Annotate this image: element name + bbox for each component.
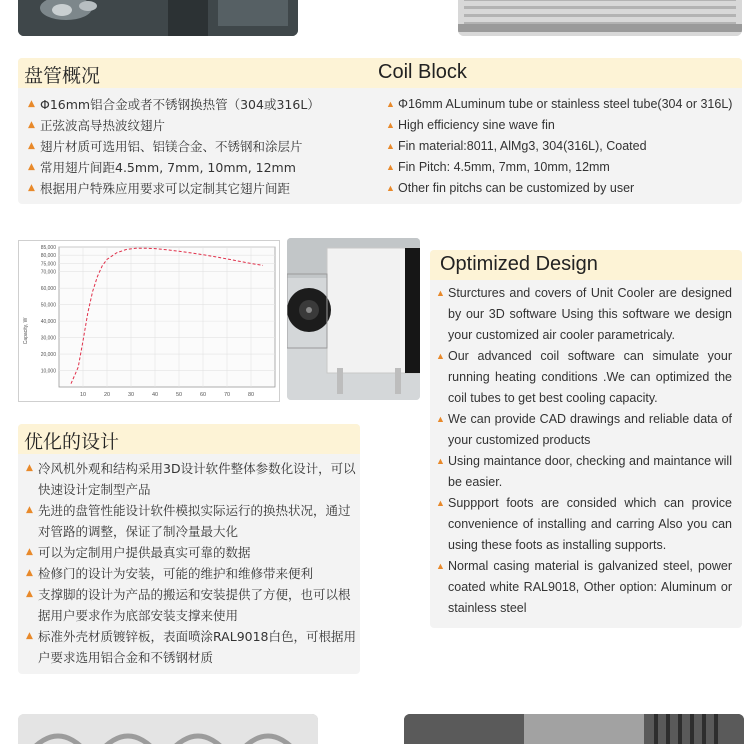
list-item: ▲ 翅片材质可选用铝、铝镁合金、不锈钢和涂层片 (26, 136, 320, 157)
bullet-triangle-icon: ▲ (26, 463, 33, 473)
optimized-design-list-cn (24, 458, 356, 668)
chart-y-tick-label: 80,000 (40, 253, 56, 260)
bullet-triangle-icon: ▲ (26, 547, 33, 557)
list-item: ▲ High efficiency sine wave fin (384, 115, 732, 136)
coil-block-list-en (384, 94, 732, 199)
chart-y-tick-label: 40,000 (40, 319, 56, 326)
bullet-triangle-icon: ▲ (28, 99, 35, 109)
bullet-triangle-icon: ▲ (28, 162, 35, 172)
bullet-triangle-icon: ▲ (386, 120, 395, 130)
bullet-triangle-icon: ▲ (26, 631, 33, 641)
list-item: ▲ 可以为定制用户提供最真实可靠的数据 (24, 542, 356, 563)
chart-ylabel: Capacity, W (23, 317, 29, 345)
optimized-design-header-en (430, 250, 742, 280)
chart-y-tick-label: 50,000 (40, 302, 56, 309)
list-item: ▲ 支撑脚的设计为产品的搬运和安装提供了方便，也可以根据用户要求作为底部安装支撑来使用 (24, 584, 356, 626)
chart-y-tick-label: 10,000 (40, 368, 56, 375)
optimized-design-panel-cn (18, 424, 360, 674)
bullet-triangle-icon: ▲ (436, 414, 445, 424)
coil-block-header (18, 58, 742, 88)
bullet-triangle-icon: ▲ (28, 183, 35, 193)
bullet-triangle-icon: ▲ (26, 568, 33, 578)
list-item: ▲ Φ16mm铝合金或者不锈钢换热管（304或316L） (26, 94, 320, 115)
coil-block-title-en: Coil Block (378, 61, 467, 83)
chart-plot-area (59, 247, 275, 387)
list-item: ▲ Suppport foots are consided which can provice convenience of installing and carring Also you can using these foots as installing supports. (434, 493, 732, 556)
photo-coil-detail (404, 714, 744, 744)
list-item: ▲ Sturctures and covers of Unit Cooler are designed by our 3D software Using this software we design your customized air cooler parametricaly. (434, 283, 732, 346)
list-item: ▲ 冷风机外观和结构采用3D设计软件整体参数化设计，可以快速设计定制型产品 (24, 458, 356, 500)
bullet-triangle-icon: ▲ (26, 505, 33, 515)
bullet-triangle-icon: ▲ (436, 288, 445, 298)
list-item: ▲ 标准外壳材质镀锌板，表面喷涂RAL9018白色，可根据用户要求选用铝合金和不锈钢材质 (24, 626, 356, 668)
bullet-triangle-icon: ▲ (436, 498, 445, 508)
chart-y-tick-label: 60,000 (40, 286, 56, 293)
list-item: ▲ Normal casing material is galvanized steel, power coated white RAL9018, Other option: Aluminum or stainless steel (434, 556, 732, 619)
photo-coil-fins (458, 0, 742, 36)
chart-x-tick-label: 20 (103, 392, 111, 398)
bullet-triangle-icon: ▲ (386, 99, 395, 109)
optimized-design-header-cn (18, 424, 360, 454)
optimized-design-list-en (434, 283, 732, 619)
chart-x-tick-label: 60 (199, 392, 207, 398)
list-item: ▲ Using maintance door, checking and maintance will be easier. (434, 451, 732, 493)
photo-unit-cooler (287, 238, 420, 400)
photo-tube-fittings (18, 0, 298, 36)
bullet-triangle-icon: ▲ (386, 141, 395, 151)
photo-tube-bends (18, 714, 318, 744)
bullet-triangle-icon: ▲ (436, 456, 445, 466)
coil-block-panel (18, 58, 742, 204)
bullet-triangle-icon: ▲ (26, 589, 33, 599)
capacity-chart (18, 240, 280, 402)
chart-y-tick-label: 75,000 (40, 261, 56, 268)
bullet-triangle-icon: ▲ (28, 120, 35, 130)
bullet-triangle-icon: ▲ (28, 141, 35, 151)
list-item: ▲ 常用翅片间距4.5mm, 7mm, 10mm, 12mm (26, 157, 320, 178)
optimized-design-title-en: Optimized Design (440, 253, 598, 275)
optimized-design-title-cn: 优化的设计 (24, 431, 120, 453)
list-item: ▲ We can provide CAD drawings and reliable data of your customized products (434, 409, 732, 451)
capacity-chart-svg (19, 241, 281, 403)
bullet-triangle-icon: ▲ (386, 183, 395, 193)
list-item: ▲ Other fin pitchs can be customized by user (384, 178, 732, 199)
list-item: ▲ 检修门的设计为安装，可能的维护和维修带来便利 (24, 563, 356, 584)
chart-x-tick-label: 10 (79, 392, 87, 398)
chart-x-tick-label: 70 (223, 392, 231, 398)
list-item: ▲ Fin material:8011, AlMg3, 304(316L), Coated (384, 136, 732, 157)
chart-y-tick-label: 85,000 (40, 245, 56, 251)
bullet-triangle-icon: ▲ (436, 351, 445, 361)
chart-x-tick-label: 50 (175, 392, 183, 398)
list-item: ▲ 正弦波高导热波纹翅片 (26, 115, 320, 136)
chart-x-tick-label: 40 (151, 392, 159, 398)
optimized-design-panel-en (430, 250, 742, 628)
chart-y-tick-label: 20,000 (40, 352, 56, 359)
list-item: ▲ Fin Pitch: 4.5mm, 7mm, 10mm, 12mm (384, 157, 732, 178)
list-item: ▲ Φ16mm ALuminum tube or stainless steel tube(304 or 316L) (384, 94, 732, 115)
chart-x-tick-label: 80 (247, 392, 255, 398)
bullet-triangle-icon: ▲ (436, 561, 445, 571)
coil-block-title-cn: 盘管概况 (24, 65, 101, 87)
coil-block-list-cn (26, 94, 320, 199)
list-item: ▲ Our advanced coil software can simulate your running heating conditions .We can optimized the coil tubes to get best cooling capacity. (434, 346, 732, 409)
list-item: ▲ 根据用户特殊应用要求可以定制其它翅片间距 (26, 178, 320, 199)
chart-y-tick-label: 30,000 (40, 335, 56, 342)
bullet-triangle-icon: ▲ (386, 162, 395, 172)
chart-x-tick-label: 30 (127, 392, 135, 398)
chart-y-tick-label: 70,000 (40, 269, 56, 276)
list-item: ▲ 先进的盘管性能设计软件模拟实际运行的换热状况，通过对管路的调整，保证了制冷量最大化 (24, 500, 356, 542)
